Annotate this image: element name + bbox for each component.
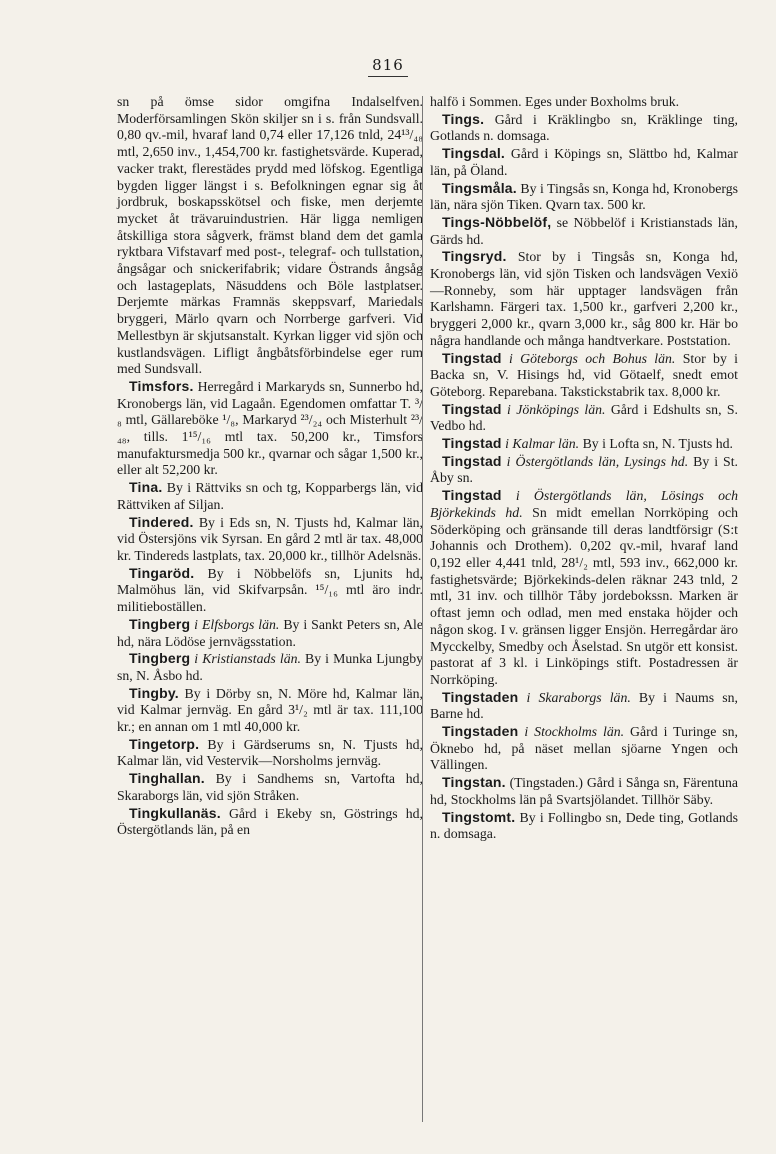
entry-text: Herregård i Markaryds sn, Sunnerbo hd, Kronobergs län, vid Lagaån. Egendomen omfattar T. ³/₈ mtl, Gällareböke ¹/₈, Markaryd ²³/₂₄ och Misterhult ²³/₄₈, tills. 1¹⁵/₁₆ mtl tax. 50,200 kr., Timsfors manufaktursmedja 500 kr., qvarnar och sågar 1,500 kr., eller alt 52,200 kr. xyxy=(117,378,423,478)
entry-headword: Tingsmåla. xyxy=(442,179,517,196)
entry-headword: Tingberg xyxy=(129,650,191,667)
entry-text: (Tingstaden.) Gård i Sånga sn, Färentuna hd, Stockholms län på Svartsjölandet. Tillhör Säby. xyxy=(430,775,738,807)
entry-headword: Tingetorp. xyxy=(129,735,200,752)
entry-text: Stor by i Backa sn, V. Hisings hd, vid Götaelf, snedt emot Göteborg. Reparebana. Takstickstabrik tax. 8,000 kr. xyxy=(430,350,738,399)
dictionary-entry xyxy=(117,770,423,804)
entry-text: By i Dörby sn, N. Möre hd, Kalmar län, vid Kalmar jernväg. En gård 3¹/₂ mtl är tax. 111,100 kr.; en annan om 1 mtl 40,000 kr. xyxy=(117,685,423,735)
dictionary-entry xyxy=(430,94,738,111)
entry-location: i Östergötlands län, Lösings och Björkekinds hd. xyxy=(430,488,738,520)
dictionary-entry xyxy=(430,111,738,145)
dictionary-entry xyxy=(117,479,423,513)
entry-text: By i Sandhems sn, Vartofta hd, Skaraborgs län, vid sjön Stråken. xyxy=(117,771,423,803)
dictionary-entry xyxy=(430,435,738,453)
entry-headword: Tingstad xyxy=(442,452,502,469)
entry-text: By i Rättviks sn och tg, Kopparbergs län, vid Rättviken af Siljan. xyxy=(117,480,423,512)
entry-location: i Kristianstads län. xyxy=(190,651,301,667)
dictionary-entry xyxy=(430,774,738,808)
entry-location: i Göteborgs och Bohus län. xyxy=(501,350,676,366)
dictionary-entry xyxy=(430,214,738,248)
entry-headword: Tingstomt. xyxy=(442,808,516,825)
entry-headword: Tinghallan. xyxy=(129,770,205,787)
entry-text: Gård i Köpings sn, Slättbo hd, Kalmar län, på Öland. xyxy=(430,146,738,178)
entry-text: By i Follingbo sn, Dede ting, Gotlands n. domsaga. xyxy=(430,809,738,842)
dictionary-entry xyxy=(117,805,423,839)
right-column xyxy=(430,94,738,843)
dictionary-entry xyxy=(430,401,738,435)
entry-text: By i Munka Ljungby sn, N. Åsbo hd. xyxy=(117,651,423,683)
entry-location: i Elfsborgs län. xyxy=(190,616,280,632)
entry-headword: Tingkullanäs. xyxy=(129,804,221,821)
entry-headword: Tingby. xyxy=(129,684,179,701)
dictionary-entry xyxy=(117,736,423,770)
dictionary-entry xyxy=(430,350,738,401)
entry-headword: Tings. xyxy=(442,110,485,127)
entry-text: By i Naums sn, Barne hd. xyxy=(430,689,738,722)
entry-location: i Stockholms län. xyxy=(518,724,625,740)
entry-headword: Tingstad xyxy=(442,487,502,504)
entry-headword: Tingaröd. xyxy=(129,564,195,581)
column-divider xyxy=(422,96,423,1122)
dictionary-entry xyxy=(117,565,423,616)
dictionary-entry xyxy=(117,650,423,684)
entry-text: sn på ömse sidor omgifna Indalselfven. Moderförsamlingen Skön skiljer sn i s. från Sundsvall. 0,80 qv.-mil, hvaraf land 0,74 eller 17,126 tnld, 24¹³/₄₈ mtl, 2,650 inv., 1,454,700 kr. fastighetsvärde. Kuperad, vacker trakt, flerestädes prydd med löfskog. Egentliga bygden ligger längst i s. Befolkningen egnar sig åt jordbruk, boskapsskötsel och fiske, men derjemte mycket åt trävaruindustrien. Här ligga nemligen åtskilliga stora sågverk, främst bland dem det gamla ryktbara Vifstavarf med post-, telegraf- och tullstation, ångsågar och snickerifabrik; vidare Östrands ångsåg och lastageplats, Näsuddens och Böle lastplatser. Derjemte märkas Framnäs skeppsvarf, Mariedals bryggeri, Märlo qvarn och Norrberge garfveri. Vid Mellestbyn är skjutsanstalt. Kyrkan ligger vid sjön och kustlandsvägen. Lifligt ångbåtsförbindelse eger rum med Sundsvall. xyxy=(117,94,423,377)
entry-headword: Tingstaden xyxy=(442,688,519,705)
dictionary-entry xyxy=(117,378,423,479)
page-number-text: 816 xyxy=(368,56,408,77)
entry-text: Gård i Edshults sn, S. Vedbo hd. xyxy=(430,401,738,434)
entry-text: By i Eds sn, N. Tjusts hd, Kalmar län, vid Östersjöns vik Syrsan. En gård 2 mtl är tax. 48,000 kr. Tindereds lastplats, tax. 20,000 kr., tillhör Adelsnäs. xyxy=(117,514,423,563)
dictionary-entry xyxy=(117,94,423,378)
entry-text: By i Lofta sn, N. Tjusts hd. xyxy=(579,436,733,452)
entry-location: i Östergötlands län, Lysings hd. xyxy=(501,453,689,469)
dictionary-entry xyxy=(117,685,423,736)
entry-text: se Nöbbelöf i Kristianstads län, Gärds hd. xyxy=(430,214,738,247)
entry-headword: Tingstan. xyxy=(442,774,506,791)
entry-headword: Tingberg xyxy=(129,615,191,632)
dictionary-entry xyxy=(430,248,738,349)
dictionary-entry xyxy=(430,180,738,214)
dictionary-entry xyxy=(430,723,738,774)
entry-text: By i St. Åby sn. xyxy=(430,453,738,486)
entry-headword: Timsfors. xyxy=(129,377,194,394)
entry-location: i Jönköpings län. xyxy=(501,401,606,417)
entry-headword: Tina. xyxy=(129,479,163,496)
dictionary-entry xyxy=(117,514,423,565)
entry-text: halfö i Sommen. Eges under Boxholms bruk. xyxy=(430,94,680,109)
entry-headword: Tingstad xyxy=(442,400,502,417)
entry-headword: Tindered. xyxy=(129,513,194,530)
dictionary-entry xyxy=(430,145,738,179)
entry-text: By i Tingsås sn, Konga hd, Kronobergs län, nära sjön Tiken. Qvarn tax. 500 kr. xyxy=(430,180,738,213)
page-number xyxy=(0,56,776,74)
entry-text: By i Nöbbelöfs sn, Ljunits hd, Malmöhus län, vid Skifvarpsån. ¹⁵/₁₆ mtl äro indr. militieboställen. xyxy=(117,565,423,615)
entry-headword: Tingsryd. xyxy=(442,248,507,265)
entry-location: i Kalmar län. xyxy=(501,436,580,452)
entry-text: Gård i Ekeby sn, Göstrings hd, Östergötlands län, på en xyxy=(117,805,423,838)
dictionary-entry xyxy=(117,616,423,650)
entry-text: Gård i Turinge sn, Öknebo hd, på näset mellan sjöarne Yngen och Vällingen. xyxy=(430,724,738,773)
entry-text: By i Sankt Peters sn, Ale hd, nära Lödöse jernvägsstation. xyxy=(117,616,423,649)
entry-text: Sn midt emellan Norrköping och Söderköping och gränsande till deras landtförsigr (S:t Johannis och Drothem). 0,202 qv.-mil, hvaraf land 0,192 eller 4,441 tnld, 28¹/₂ mtl, 593 inv., 662,000 kr. fastighetsvärde; Björkekinds-delen räknar 243 tnld, 2 mtl, 31 inv. och tillhör Tåby jordebokssn. Marken är oftast jemn och odlad, men med enstaka höjder och någon skog. I v. gränsen ligger Ensjön. Herregårdar äro Mycckelby, Smedby och Åselstad. Sn utgör ett konsist. pastorat af 3 kl. i Linköpings stift. Postadressen är Norrköping. xyxy=(430,504,738,687)
left-column xyxy=(117,94,423,839)
entry-location: i Skaraborgs län. xyxy=(518,689,631,705)
entry-text: Gård i Kräklingbo sn, Kräklinge ting, Gotlands n. domsaga. xyxy=(430,111,738,144)
entry-headword: Tings-Nöbbelöf, xyxy=(442,213,552,230)
dictionary-entry xyxy=(430,689,738,723)
entry-headword: Tingstad xyxy=(442,435,502,452)
entry-headword: Tingstaden xyxy=(442,723,519,740)
dictionary-entry xyxy=(430,453,738,487)
entry-text: Stor by i Tingsås sn, Konga hd, Kronobergs län, vid sjön Tisken och landsvägen Vexiö—Ronneby, som här upptager landsvägen från Karlshamn. Färgeri tax. 1,500 kr., garfveri 2,200 kr., bryggeri 2,000 kr., qvarn 3,000 kr., såg 800 kr. Här bo några handlande och många handtverkare. Poststation. xyxy=(430,249,738,348)
dictionary-entry xyxy=(430,487,738,688)
entry-text: By i Gärdserums sn, N. Tjusts hd, Kalmar län, vid Vestervik—Norsholms jernväg. xyxy=(117,736,423,769)
entry-headword: Tingstad xyxy=(442,349,502,366)
entry-headword: Tingsdal. xyxy=(442,145,505,162)
dictionary-entry xyxy=(430,809,738,843)
